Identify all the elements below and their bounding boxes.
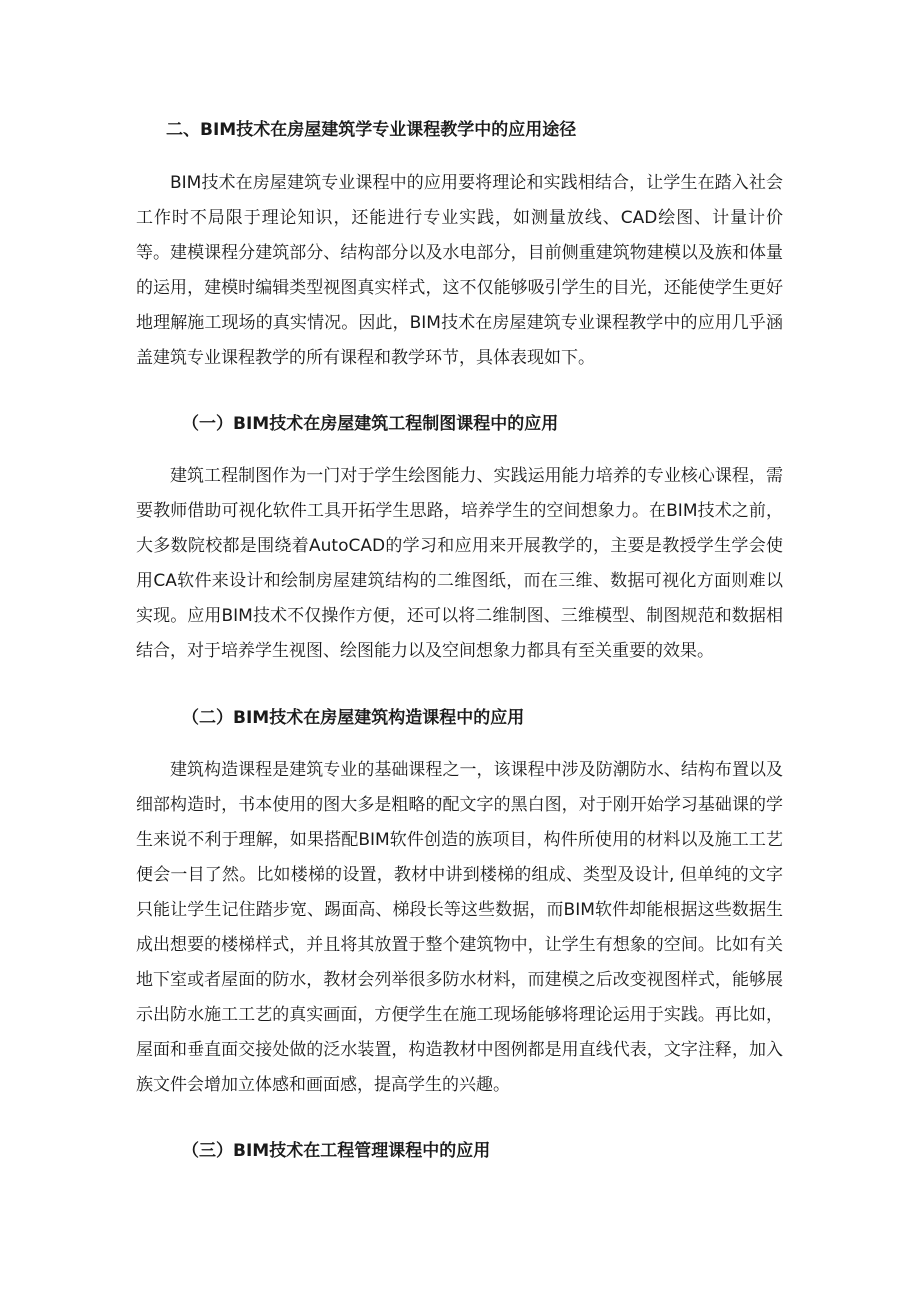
section-paragraph-2: BIM技术在房屋建筑专业课程中的应用要将理论和实践相结合，让学生在踏入社会工作时不局限于理论知识，还能进行专业实践，如测量放线、CAD绘图、计量计价等。建模课程分建筑部分、结构部分以及水电部分，目前侧重建筑物建模以及族和体量的运用，建模时编辑类型视图真实样式，这不仅能够吸引学生的目光，还能使学生更好地理解施工现场的真实情况。因此，BIM技术在房屋建筑专业课程教学中的应用几乎涵盖建筑专业课程教学的所有课程和教学环节，具体表现如下。 bbox=[136, 173, 783, 368]
section-heading-2: 二、BIM技术在房屋建筑学专业课程教学中的应用途径 bbox=[166, 120, 577, 140]
subsection-heading-3: （三）BIM技术在工程管理课程中的应用 bbox=[182, 1141, 491, 1161]
subsection-paragraph-1: 建筑工程制图作为一门对于学生绘图能力、实践运用能力培养的专业核心课程，需要教师借助可视化软件工具开拓学生思路，培养学生的空间想象力。在BIM技术之前，大多数院校都是围绕着AutoCAD的学习和应用来开展教学的，主要是教授学生学会使用CA软件来设计和绘制房屋建筑结构的二维图纸，而在三维、数据可视化方面则难以实现。应用BIM技术不仅操作方便，还可以将二维制图、三维模型、制图规范和数据相结合，对于培养学生视图、绘图能力以及空间想象力都具有至关重要的效果。 bbox=[136, 466, 783, 661]
subsection-heading-1: （一）BIM技术在房屋建筑工程制图课程中的应用 bbox=[182, 414, 559, 434]
subsection-heading-2: （二）BIM技术在房屋建筑构造课程中的应用 bbox=[182, 708, 525, 728]
subsection-paragraph-2: 建筑构造课程是建筑专业的基础课程之一，该课程中涉及防潮防水、结构布置以及细部构造时，书本使用的图大多是粗略的配文字的黑白图，对于刚开始学习基础课的学生来说不利于理解，如果搭配BIM软件创造的族项目，构件所使用的材料以及施工工艺便会一目了然。比如楼梯的设置，教材中讲到楼梯的组成、类型及设计, 但单纯的文字只能让学生记住踏步宽、踢面高、梯段长等这些数据，而BIM软件却能根据这些数据生成出想要的楼梯样式，并且将其放置于整个建筑物中，让学生有想象的空间。比如有关地下室或者屋面的防水，教材会列举很多防水材料，而建模之后改变视图样式，能够展示出防水施工工艺的真实画面，方便学生在施工现场能够将理论运用于实践。再比如，屋面和垂直面交接处做的泛水装置，构造教材中图例都是用直线代表，文字注释，加入族文件会增加立体感和画面感，提高学生的兴趣。 bbox=[136, 760, 783, 1095]
